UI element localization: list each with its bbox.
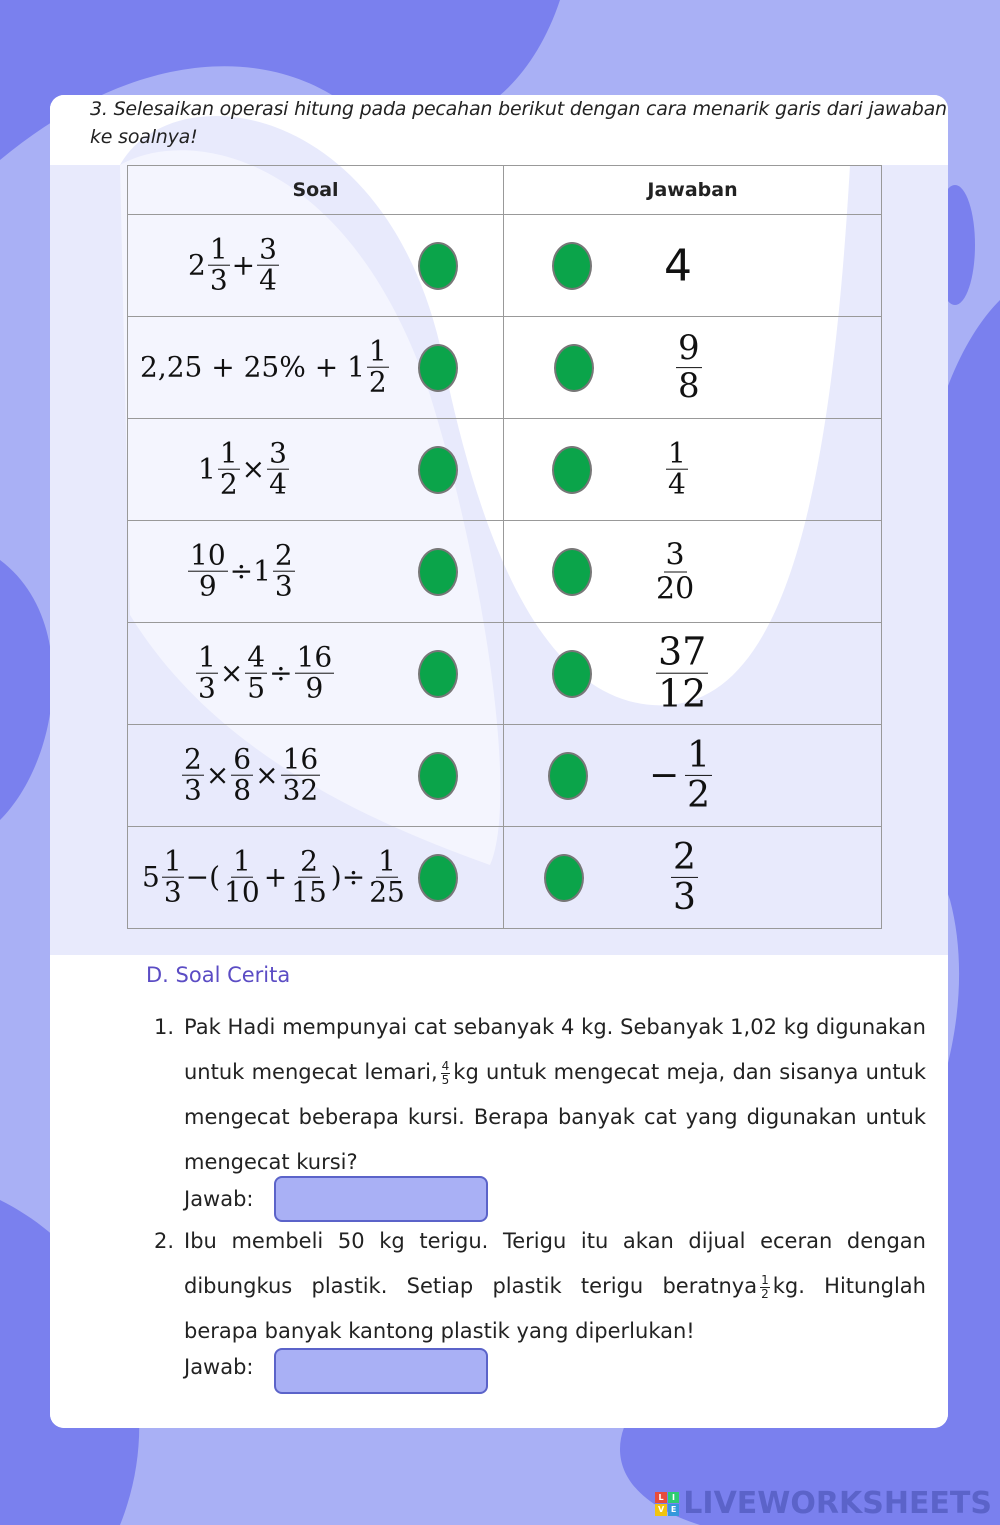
soal-connector-dot[interactable] xyxy=(418,344,458,392)
fraction: $\frac{4}{5}$ xyxy=(247,640,266,705)
table-row xyxy=(128,623,882,725)
fraction: $\frac{1}{2}$ xyxy=(761,1272,769,1301)
operator-text: 5 xyxy=(142,861,160,894)
jawaban-value xyxy=(652,538,698,605)
jawaban-value xyxy=(664,438,690,501)
jawaban-value xyxy=(669,837,700,917)
question-text: Pak Hadi mempunyai cat sebanyak 4 kg. Sebanyak 1,02 kg digunakan untuk mengecat lemari, $\frac{4}{5}$ kg untuk mengecat meja, dan sisanya untuk mengecat beberapa kursi. Berapa banyak cat yang digunakan untuk mengecat kursi? xyxy=(184,1015,927,1174)
fraction: $\frac{37}{12}$ xyxy=(658,629,707,716)
question-2 xyxy=(154,1219,926,1354)
jawaban-cell xyxy=(504,215,882,317)
operator-text: 2 xyxy=(188,249,206,282)
fraction: $\frac{4}{5}$ xyxy=(441,1058,450,1087)
jawaban-value: − $\frac{1}{2}$ xyxy=(649,734,711,816)
fraction: $\frac{9}{8}$ xyxy=(678,327,700,406)
fraction: $\frac{1}{25}$ xyxy=(369,844,405,909)
fraction: $\frac{3}{4}$ xyxy=(269,436,287,501)
operator-text: × xyxy=(241,453,266,486)
fraction: $\frac{3}{20}$ xyxy=(656,537,695,606)
fraction: $\frac{1}{3}$ xyxy=(163,844,182,909)
answer-input-1[interactable] xyxy=(274,1176,488,1222)
soal-expression xyxy=(194,642,336,705)
soal-expression xyxy=(140,336,391,399)
soal-cell xyxy=(128,725,504,827)
table-row xyxy=(128,827,882,929)
soal-cell xyxy=(128,521,504,623)
soal-cell xyxy=(128,827,504,929)
jawaban-cell xyxy=(504,521,882,623)
fraction: $\frac{2}{3}$ xyxy=(274,538,293,603)
soal-expression xyxy=(142,846,409,909)
liveworksheets-logo xyxy=(655,1486,992,1521)
fraction: $\frac{1}{10}$ xyxy=(224,844,260,909)
soal-connector-dot[interactable] xyxy=(418,548,458,596)
answer-label-2: Jawab: xyxy=(184,1355,254,1379)
fraction: $\frac{3}{4}$ xyxy=(259,232,277,297)
instruction-text: 3. Selesaikan operasi hitung pada pecahan berikut dengan cara menarik garis dari jawaban ke soalnya! xyxy=(90,98,947,148)
jawaban-value xyxy=(674,327,704,406)
operator-text: −( xyxy=(185,861,221,894)
table-row xyxy=(128,521,882,623)
operator-text: × xyxy=(219,657,244,690)
operator-text: ÷1 xyxy=(229,555,271,588)
soal-cell xyxy=(128,419,504,521)
jawaban-cell xyxy=(504,317,882,419)
soal-expression xyxy=(186,540,297,603)
soal-connector-dot[interactable] xyxy=(418,446,458,494)
soal-connector-dot[interactable] xyxy=(418,650,458,698)
question-1 xyxy=(154,1005,926,1185)
table-row xyxy=(128,419,882,521)
soal-expression xyxy=(188,234,281,297)
jawaban-cell xyxy=(504,623,882,725)
answer-input-2[interactable] xyxy=(274,1348,488,1394)
soal-expression xyxy=(198,438,291,501)
fraction: $\frac{16}{9}$ xyxy=(296,640,333,705)
jawaban-connector-dot[interactable] xyxy=(552,548,592,596)
question-text: Ibu membeli 50 kg terigu. Terigu itu akan dijual eceran dengan dibungkus plastik. Setiap plastik terigu beratnya $\frac{1}{2}$ kg. Hitunglah berapa banyak kantong plastik yang diperlukan! xyxy=(184,1229,926,1343)
question-number: 2. xyxy=(154,1229,175,1253)
fraction: $\frac{2}{15}$ xyxy=(291,844,327,909)
operator-text: 2,25 + 25% + 1 xyxy=(140,351,365,384)
fraction: $\frac{2}{3}$ xyxy=(673,836,696,918)
fraction: $\frac{1}{2}$ xyxy=(368,334,387,399)
operator-text: + xyxy=(263,861,288,894)
table-row xyxy=(128,215,882,317)
section-title: D. Soal Cerita xyxy=(146,963,291,987)
header-soal: Soal xyxy=(128,166,504,215)
jawaban-connector-dot[interactable] xyxy=(552,242,592,290)
jawaban-connector-dot[interactable] xyxy=(552,446,592,494)
soal-expression xyxy=(180,744,322,807)
question-number: 1. xyxy=(154,1015,175,1039)
table-row xyxy=(128,725,882,827)
answer-label-1: Jawab: xyxy=(184,1187,254,1211)
operator-text: ÷ xyxy=(269,657,293,690)
jawaban-value xyxy=(654,631,710,716)
soal-connector-dot[interactable] xyxy=(418,752,458,800)
fraction: $\frac{1}{3}$ xyxy=(198,640,216,705)
operator-text: × xyxy=(205,759,230,792)
fraction: $\frac{1}{2}$ xyxy=(219,436,238,501)
soal-cell xyxy=(128,215,504,317)
table-row xyxy=(128,317,882,419)
logo-icon: L I V E xyxy=(655,1492,679,1516)
operator-text: 1 xyxy=(198,453,216,486)
jawaban-connector-dot[interactable] xyxy=(552,650,592,698)
jawaban-cell xyxy=(504,725,882,827)
fraction: $\frac{6}{8}$ xyxy=(233,742,252,807)
fraction: $\frac{1}{3}$ xyxy=(209,232,228,297)
operator-text: + xyxy=(231,249,256,282)
soal-cell xyxy=(128,317,504,419)
jawaban-connector-dot[interactable] xyxy=(544,854,584,902)
jawaban-cell xyxy=(504,419,882,521)
jawaban-cell xyxy=(504,827,882,929)
header-jawaban: Jawaban xyxy=(504,166,882,215)
matching-table xyxy=(127,165,882,929)
fraction: $\frac{10}{9}$ xyxy=(190,538,226,603)
jawaban-value: 4 xyxy=(664,240,692,291)
jawaban-connector-dot[interactable] xyxy=(548,752,588,800)
brand-text: LIVEWORKSHEETS xyxy=(683,1486,992,1521)
soal-connector-dot[interactable] xyxy=(418,242,458,290)
operator-text: × xyxy=(255,759,279,792)
soal-connector-dot[interactable] xyxy=(418,854,458,902)
fraction: $\frac{1}{4}$ xyxy=(668,436,686,501)
operator-text: )÷ xyxy=(330,861,366,894)
worksheet-card xyxy=(50,95,948,1428)
soal-cell xyxy=(128,623,504,725)
fraction: $\frac{2}{3}$ xyxy=(184,742,202,807)
fraction: $\frac{1}{2}$ xyxy=(687,734,711,816)
story-problems xyxy=(146,1005,938,1389)
jawaban-connector-dot[interactable] xyxy=(554,344,594,392)
fraction: $\frac{16}{32}$ xyxy=(282,742,319,807)
